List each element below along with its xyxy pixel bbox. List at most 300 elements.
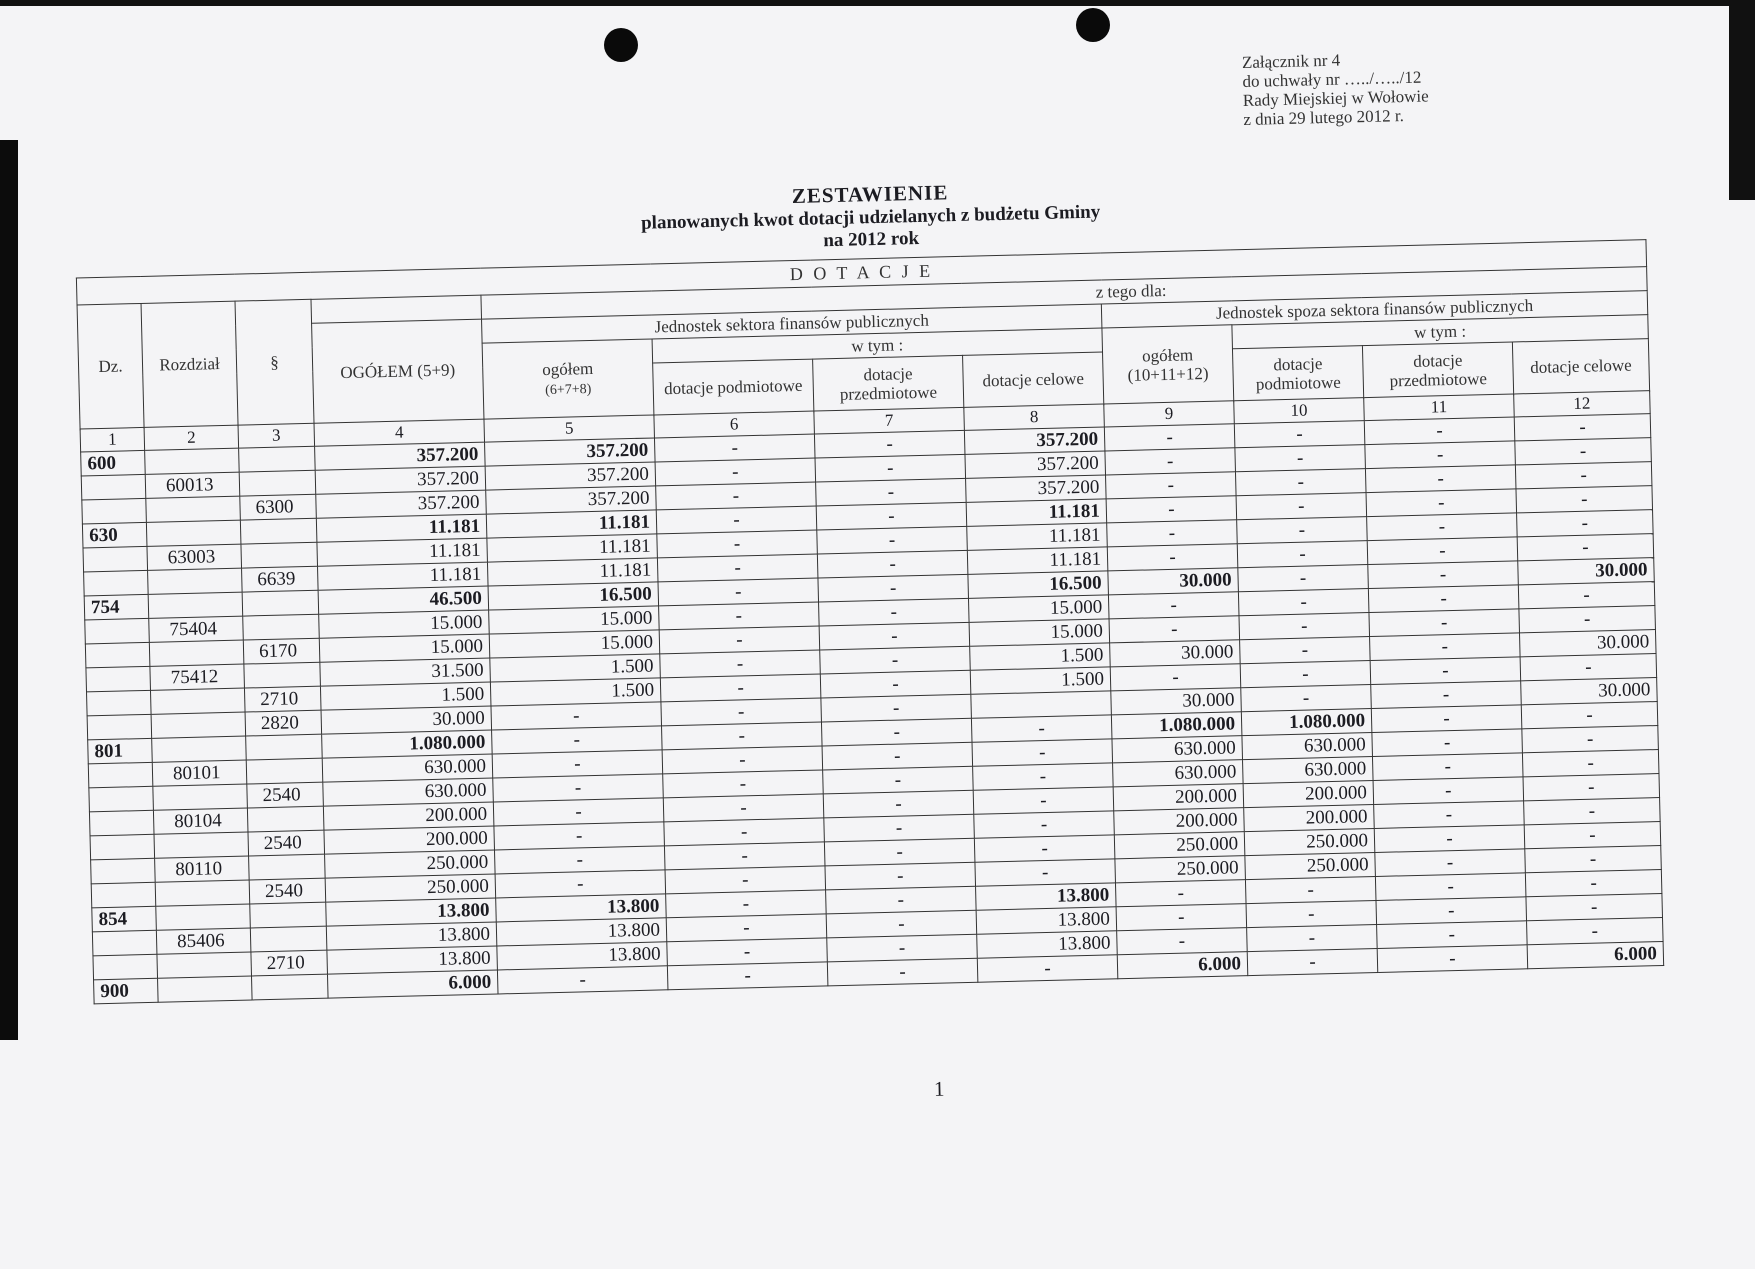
header-przedmiotowe-2: dotacje przedmiotowe [1362, 342, 1513, 398]
spoza-przedmiotowe-value: - [1365, 441, 1516, 469]
sfp-podmiotowe-value: - [656, 482, 817, 510]
spoza-celowe-value: - [1520, 654, 1657, 681]
sfp-total-value: 15.000 [489, 606, 660, 634]
division-code: 754 [84, 594, 149, 620]
spoza-total-value: - [1110, 664, 1241, 691]
total-value: 13.800 [327, 946, 498, 974]
spoza-przedmiotowe-value: - [1366, 489, 1517, 517]
spoza-podmiotowe-value: - [1234, 421, 1365, 448]
paragraph-code [246, 758, 323, 784]
spoza-podmiotowe-value: - [1239, 613, 1370, 640]
chapter-code [148, 592, 243, 618]
header-przedmiotowe-1: dotacje przedmiotowe [813, 355, 964, 411]
column-number: 4 [314, 419, 485, 446]
paragraph-code [247, 806, 324, 832]
sfp-celowe-value: - [974, 811, 1115, 838]
chapter-code: 63003 [147, 544, 242, 570]
header-ogolem: OGÓŁEM (5+9) [312, 319, 484, 423]
sfp-celowe-value: 13.800 [977, 931, 1118, 958]
spoza-przedmiotowe-value: - [1375, 873, 1526, 901]
division-code [89, 786, 154, 812]
chapter-code [145, 448, 240, 474]
spoza-przedmiotowe-value: - [1372, 753, 1523, 781]
spoza-podmiotowe-value: 1.080.000 [1241, 709, 1372, 736]
spoza-przedmiotowe-value: - [1372, 729, 1523, 757]
spoza-celowe-value: - [1522, 750, 1659, 777]
attachment-line: Załącznik nr 4 [1241, 50, 1341, 72]
sfp-total-value: - [494, 846, 665, 874]
column-number: 3 [238, 423, 315, 448]
sfp-celowe-value: - [971, 715, 1112, 742]
sfp-total-value: 13.800 [496, 894, 667, 922]
paragraph-code [251, 974, 328, 1000]
sfp-celowe-value: 11.181 [967, 523, 1108, 550]
total-value: 200.000 [323, 802, 494, 830]
spoza-przedmiotowe-value: - [1375, 849, 1526, 877]
chapter-code [154, 832, 249, 858]
sfp-total-value: 357.200 [485, 438, 656, 466]
division-code [87, 714, 152, 740]
division-code [87, 690, 152, 716]
sfp-celowe-value: 1.500 [970, 667, 1111, 694]
spoza-przedmiotowe-value: - [1368, 585, 1519, 613]
spoza-celowe-value: - [1527, 917, 1664, 944]
spoza-podmiotowe-value: 630.000 [1243, 757, 1374, 784]
sfp-celowe-value: 1.500 [970, 643, 1111, 670]
spoza-total-value: 630.000 [1113, 760, 1244, 787]
spoza-celowe-value: 30.000 [1519, 630, 1656, 657]
sfp-przedmiotowe-value: - [820, 646, 971, 674]
spoza-podmiotowe-value: - [1245, 876, 1376, 903]
chapter-code: 80104 [153, 808, 248, 834]
spoza-podmiotowe-value: - [1236, 493, 1367, 520]
sfp-total-value: 11.181 [487, 534, 658, 562]
page-number: 1 [933, 1076, 945, 1101]
total-value: 6.000 [327, 970, 498, 998]
sfp-celowe-value: - [973, 763, 1114, 790]
spoza-total-value: 250.000 [1114, 832, 1245, 859]
spoza-celowe-value: 30.000 [1518, 558, 1655, 585]
chapter-code [158, 976, 253, 1002]
chapter-code [151, 712, 246, 738]
sfp-podmiotowe-value: - [664, 818, 825, 846]
document-subtitle: planowanych kwot dotacji udzielanych z budżetu Gminy [640, 201, 1101, 234]
column-number: 10 [1234, 398, 1365, 424]
sfp-przedmiotowe-value: - [827, 934, 978, 962]
chapter-code [150, 688, 245, 714]
spoza-total-value: - [1106, 472, 1237, 499]
total-value: 11.181 [316, 514, 487, 542]
division-code [85, 618, 150, 644]
sfp-podmiotowe-value: - [666, 890, 827, 918]
spoza-total-value: - [1108, 592, 1239, 619]
sfp-podmiotowe-value: - [663, 770, 824, 798]
paragraph-code: 6639 [242, 566, 319, 592]
spoza-podmiotowe-value: - [1240, 661, 1371, 688]
sfp-celowe-value: 13.800 [976, 907, 1117, 934]
spoza-total-value: 250.000 [1115, 856, 1246, 883]
sfp-celowe-value: 11.181 [967, 547, 1108, 574]
sfp-przedmiotowe-value: - [817, 550, 968, 578]
sfp-celowe-value: 357.200 [964, 427, 1105, 454]
chapter-code [149, 640, 244, 666]
spoza-podmiotowe-value: - [1237, 517, 1368, 544]
spoza-celowe-value: - [1521, 702, 1658, 729]
division-code: 801 [88, 738, 153, 764]
sfp-przedmiotowe-value: - [824, 814, 975, 842]
spoza-total-value: - [1107, 520, 1238, 547]
total-value: 1.080.000 [322, 730, 493, 758]
spoza-celowe-value: 30.000 [1521, 678, 1658, 705]
sfp-podmiotowe-value: - [657, 530, 818, 558]
total-value: 630.000 [323, 778, 494, 806]
sfp-podmiotowe-value: - [659, 626, 820, 654]
header-z-tego: z tego dla: [481, 267, 1647, 319]
sfp-przedmiotowe-value: - [814, 430, 965, 458]
sfp-przedmiotowe-value: - [823, 766, 974, 794]
spoza-celowe-value: - [1515, 438, 1652, 465]
spoza-total-value: 30.000 [1108, 568, 1239, 595]
spoza-celowe-value: - [1516, 486, 1653, 513]
spoza-celowe-value: - [1517, 510, 1654, 537]
sfp-przedmiotowe-value: - [827, 958, 978, 986]
sfp-total-value: 1.500 [490, 654, 661, 682]
paragraph-code [239, 446, 316, 472]
header-podmiotowe-1: dotacje podmiotowe [653, 359, 814, 415]
division-code: 900 [94, 978, 159, 1004]
chapter-code: 75412 [150, 664, 245, 690]
sfp-podmiotowe-value: - [660, 650, 821, 678]
paragraph-code [240, 518, 317, 544]
header-podmiotowe-2: dotacje podmiotowe [1232, 346, 1363, 401]
spoza-przedmiotowe-value: - [1374, 801, 1525, 829]
sfp-podmiotowe-value: - [666, 914, 827, 942]
column-number: 2 [144, 425, 239, 450]
sfp-total-value: - [493, 798, 664, 826]
chapter-code: 80101 [152, 760, 247, 786]
spoza-podmiotowe-value: - [1241, 685, 1372, 712]
spoza-celowe-value: - [1514, 414, 1651, 441]
document-title-block [550, 174, 1191, 259]
header-ogolem-sfp-formula: (6+7+8) [545, 381, 592, 398]
header-ogolem-sfp [482, 339, 654, 419]
division-code [91, 882, 156, 908]
header-w-tym-2: w tym : [1232, 315, 1648, 349]
section-label: D O T A C J E [76, 240, 1646, 305]
sfp-podmiotowe-value: - [654, 434, 815, 462]
sfp-total-value: 13.800 [497, 942, 668, 970]
paragraph-code: 6300 [240, 494, 317, 520]
chapter-code [148, 568, 243, 594]
sfp-podmiotowe-value: - [655, 458, 816, 486]
sfp-przedmiotowe-value: - [819, 598, 970, 626]
paragraph-code [250, 926, 327, 952]
spoza-podmiotowe-value: - [1247, 924, 1378, 951]
paragraph-code: 2540 [249, 878, 326, 904]
sfp-podmiotowe-value: - [667, 938, 828, 966]
chapter-code [156, 904, 251, 930]
division-code: 600 [81, 450, 146, 476]
sfp-total-value: 15.000 [489, 630, 660, 658]
division-code [81, 474, 146, 500]
spoza-podmiotowe-value: - [1238, 565, 1369, 592]
spoza-przedmiotowe-value: - [1369, 609, 1520, 637]
spoza-podmiotowe-value: - [1235, 445, 1366, 472]
spoza-total-value: - [1109, 616, 1240, 643]
sfp-celowe-value: - [974, 835, 1115, 862]
spoza-podmiotowe-value: - [1240, 637, 1371, 664]
spoza-przedmiotowe-value: - [1377, 921, 1528, 949]
division-code [85, 642, 150, 668]
sfp-przedmiotowe-value: - [822, 742, 973, 770]
chapter-code [146, 520, 241, 546]
paragraph-code [246, 734, 323, 760]
paragraph-code: 2820 [245, 710, 322, 736]
attachment-line: do uchwały nr …../…../12 [1242, 67, 1422, 91]
spoza-celowe-value: - [1518, 582, 1655, 609]
spoza-celowe-value: - [1523, 774, 1660, 801]
spoza-celowe-value: - [1525, 869, 1662, 896]
spoza-podmiotowe-value: - [1235, 469, 1366, 496]
sfp-podmiotowe-value: - [660, 674, 821, 702]
dotacje-table [76, 239, 1664, 1004]
spoza-total-value: 6.000 [1117, 952, 1248, 979]
total-value: 357.200 [315, 466, 486, 494]
total-value: 15.000 [319, 610, 490, 638]
spoza-przedmiotowe-value: - [1376, 897, 1527, 925]
sfp-przedmiotowe-value: - [826, 910, 977, 938]
sfp-total-value: - [492, 726, 663, 754]
sfp-przedmiotowe-value: - [816, 478, 967, 506]
header-ogolem-sfp-label: ogółem [542, 358, 594, 379]
paragraph-code: 2710 [251, 950, 328, 976]
spoza-przedmiotowe-value: - [1371, 705, 1522, 733]
total-value: 250.000 [325, 850, 496, 878]
sfp-total-value: - [493, 774, 664, 802]
sfp-total-value: 16.500 [488, 582, 659, 610]
column-number: 5 [484, 415, 655, 442]
sfp-celowe-value: - [973, 787, 1114, 814]
spoza-celowe-value: - [1517, 534, 1654, 561]
division-code [83, 546, 148, 572]
spoza-przedmiotowe-value: - [1368, 561, 1519, 589]
sfp-przedmiotowe-value: - [817, 526, 968, 554]
spoza-celowe-value: 6.000 [1527, 941, 1664, 968]
sfp-przedmiotowe-value: - [820, 670, 971, 698]
spoza-total-value: - [1106, 496, 1237, 523]
paragraph-code [244, 662, 321, 688]
header-group-sfp: Jednostek sektora finansów publicznych [482, 304, 1102, 343]
total-value: 200.000 [324, 826, 495, 854]
sfp-podmiotowe-value: - [657, 554, 818, 582]
chapter-code [152, 736, 247, 762]
sfp-przedmiotowe-value: - [823, 790, 974, 818]
spoza-podmiotowe-value: 200.000 [1243, 781, 1374, 808]
spoza-przedmiotowe-value: - [1367, 537, 1518, 565]
header-paragraf: § [235, 299, 314, 425]
spoza-przedmiotowe-value: - [1370, 657, 1521, 685]
division-code [91, 858, 156, 884]
spoza-celowe-value: - [1515, 462, 1652, 489]
spoza-total-value: - [1104, 424, 1235, 451]
spoza-celowe-value: - [1524, 798, 1661, 825]
sfp-podmiotowe-value: - [665, 866, 826, 894]
sfp-przedmiotowe-value: - [824, 838, 975, 866]
spoza-podmiotowe-value: - [1237, 541, 1368, 568]
header-w-tym-1: w tym : [652, 328, 1102, 363]
spoza-podmiotowe-value: 630.000 [1242, 733, 1373, 760]
division-code [82, 498, 147, 524]
sfp-przedmiotowe-value: - [815, 454, 966, 482]
sfp-celowe-value [971, 691, 1112, 718]
sfp-total-value: 11.181 [487, 558, 658, 586]
total-value: 630.000 [322, 754, 493, 782]
table-body [81, 414, 1664, 1004]
column-number: 8 [964, 404, 1105, 430]
sfp-podmiotowe-value: - [664, 842, 825, 870]
column-number: 11 [1364, 394, 1515, 421]
sfp-przedmiotowe-value: - [821, 718, 972, 746]
sfp-total-value: - [497, 966, 668, 994]
total-value: 1.500 [320, 682, 491, 710]
sfp-total-value: - [492, 750, 663, 778]
sfp-podmiotowe-value: - [667, 962, 828, 990]
spoza-celowe-value: - [1524, 822, 1661, 849]
spoza-przedmiotowe-value: - [1367, 513, 1518, 541]
total-value: 357.200 [315, 442, 486, 470]
total-value: 11.181 [318, 562, 489, 590]
chapter-code: 80110 [155, 856, 250, 882]
chapter-code [157, 952, 252, 978]
attachment-line: z dnia 29 lutego 2012 r. [1243, 106, 1405, 129]
division-code [84, 570, 149, 596]
chapter-code: 85406 [156, 928, 251, 954]
spoza-przedmiotowe-value: - [1374, 825, 1525, 853]
sfp-celowe-value: 11.181 [966, 499, 1107, 526]
total-value: 31.500 [320, 658, 491, 686]
sfp-przedmiotowe-value: - [825, 862, 976, 890]
sfp-przedmiotowe-value: - [819, 622, 970, 650]
chapter-code: 75404 [149, 616, 244, 642]
header-dz: Dz. [77, 303, 144, 429]
document-title: ZESTAWIENIE [791, 180, 949, 209]
total-value: 15.000 [319, 634, 490, 662]
column-number: 9 [1104, 401, 1235, 427]
spoza-total-value: 1.080.000 [1111, 712, 1242, 739]
spoza-total-value: - [1105, 448, 1236, 475]
paragraph-code [243, 614, 320, 640]
spoza-total-value: - [1107, 544, 1238, 571]
chapter-code [146, 496, 241, 522]
sfp-total-value: 1.500 [490, 678, 661, 706]
spoza-celowe-value: - [1522, 726, 1659, 753]
paragraph-code: 6170 [243, 638, 320, 664]
paragraph-code [242, 590, 319, 616]
sfp-podmiotowe-value: - [663, 794, 824, 822]
sfp-celowe-value: - [977, 955, 1118, 982]
spoza-celowe-value: - [1525, 845, 1662, 872]
spoza-total-value: 30.000 [1110, 640, 1241, 667]
spoza-podmiotowe-value: - [1246, 900, 1377, 927]
total-value: 11.181 [317, 538, 488, 566]
sfp-total-value: - [491, 702, 662, 730]
spoza-total-value: - [1116, 904, 1247, 931]
spoza-podmiotowe-value: 200.000 [1244, 805, 1375, 832]
column-number: 7 [814, 407, 965, 434]
division-code [89, 810, 154, 836]
spoza-podmiotowe-value: - [1238, 589, 1369, 616]
total-value: 46.500 [318, 586, 489, 614]
division-code: 630 [82, 522, 147, 548]
sfp-celowe-value: 16.500 [968, 571, 1109, 598]
paragraph-code: 2710 [244, 686, 321, 712]
sfp-celowe-value: - [975, 859, 1116, 886]
sfp-total-value: 11.181 [486, 510, 657, 538]
spoza-przedmiotowe-value: - [1373, 777, 1524, 805]
paragraph-code [250, 902, 327, 928]
sfp-podmiotowe-value: - [656, 506, 817, 534]
header-ogolem-spoza: ogółem (10+11+12) [1102, 325, 1234, 404]
sfp-total-value: 357.200 [486, 486, 657, 514]
sfp-przedmiotowe-value: - [818, 574, 969, 602]
sfp-podmiotowe-value: - [662, 746, 823, 774]
column-number: 6 [654, 411, 815, 438]
attachment-note [1242, 48, 1430, 129]
division-code [92, 930, 157, 956]
spoza-przedmiotowe-value: - [1371, 681, 1522, 709]
spoza-total-value: - [1117, 928, 1248, 955]
sfp-total-value: - [495, 870, 666, 898]
spoza-celowe-value: - [1526, 893, 1663, 920]
sfp-celowe-value: 357.200 [965, 451, 1106, 478]
paragraph-code: 2540 [248, 830, 325, 856]
total-value: 30.000 [321, 706, 492, 734]
spoza-total-value: 630.000 [1112, 736, 1243, 763]
header-celowe-1: dotacje celowe [963, 352, 1104, 407]
total-value: 357.200 [316, 490, 487, 518]
total-value: 13.800 [326, 898, 497, 926]
column-number: 12 [1514, 391, 1651, 417]
sfp-celowe-value: 15.000 [968, 595, 1109, 622]
paragraph-code [249, 854, 326, 880]
sfp-celowe-value: 15.000 [969, 619, 1110, 646]
spoza-podmiotowe-value: - [1247, 948, 1378, 975]
spoza-total-value: 200.000 [1113, 784, 1244, 811]
spoza-podmiotowe-value: 250.000 [1245, 852, 1376, 879]
sfp-podmiotowe-value: - [661, 698, 822, 726]
sfp-celowe-value: - [972, 739, 1113, 766]
spoza-total-value: 200.000 [1114, 808, 1245, 835]
spoza-przedmiotowe-value: - [1377, 945, 1528, 973]
attachment-line: Rady Miejskiej w Wołowie [1242, 86, 1429, 110]
division-code [86, 666, 151, 692]
spoza-total-value: - [1115, 880, 1246, 907]
sfp-przedmiotowe-value: - [816, 502, 967, 530]
total-value: 13.800 [326, 922, 497, 950]
sfp-celowe-value: 13.800 [976, 883, 1117, 910]
sfp-podmiotowe-value: - [659, 602, 820, 630]
paragraph-code [239, 470, 316, 496]
chapter-code: 60013 [145, 472, 240, 498]
paragraph-code [241, 542, 318, 568]
spoza-total-value: 30.000 [1111, 688, 1242, 715]
division-code [90, 834, 155, 860]
paragraph-code: 2540 [247, 782, 324, 808]
sfp-podmiotowe-value: - [658, 578, 819, 606]
sfp-przedmiotowe-value: - [821, 694, 972, 722]
sfp-celowe-value: 357.200 [966, 475, 1107, 502]
chapter-code [153, 784, 248, 810]
